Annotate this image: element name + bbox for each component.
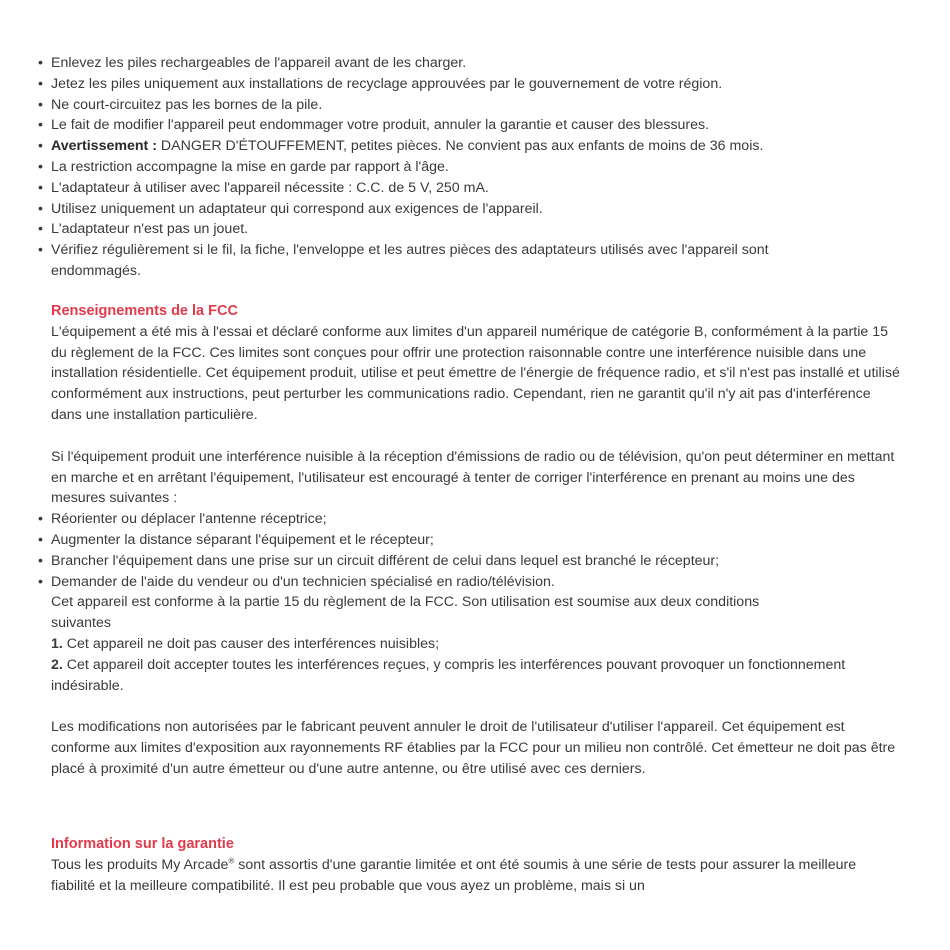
warranty-heading: Information sur la garantie (51, 836, 234, 852)
condition-text: Cet appareil doit accepter toutes les interférences reçues, y compris les interférences pouvant provoquer un fonctionnement indésirable. (51, 656, 846, 694)
list-item: • Jetez les piles uniquement aux installations de recyclage approuvées par le gouvernement de votre région. (35, 74, 915, 95)
list-item: • Augmenter la distance séparant l'équipement et le récepteur; (35, 530, 885, 551)
fcc-section (51, 301, 901, 780)
registered-mark: ® (228, 856, 235, 866)
warranty-section (51, 834, 901, 896)
fcc-heading: Renseignements de la FCC (51, 303, 238, 319)
list-item: • Utilisez uniquement un adaptateur qui correspond aux exigences de l'appareil. (35, 199, 915, 220)
fcc-condition-1 (51, 634, 901, 655)
fcc-paragraph-4: Les modifications non autorisées par le fabricant peuvent annuler le droit de l'utilisateur d'utiliser l'appareil. Cet équipement est conforme aux limites d'exposition aux rayonnements RF établies par la FCC pour un milieu non contrôlé. Cet émetteur ne doit pas être placé à proximité d'un autre émetteur ou d'une autre antenne, ou être utilisé avec ces derniers. (51, 719, 896, 777)
list-item: • Brancher l'équipement dans une prise sur un circuit différent de celui dans lequel est branché le récepteur; (35, 551, 885, 572)
list-item: • Le fait de modifier l'appareil peut endommager votre produit, annuler la garantie et causer des blessures. (35, 115, 915, 136)
fcc-paragraph-2: Si l'équipement produit une interférence nuisible à la réception d'émissions de radio ou de télévision, qu'on peut déterminer en mettant en marche et en arrêtant l'équipement, l'utilisateur est encouragé à tenter de corriger l'interférence en prenant au moins une des mesures suivantes : (51, 448, 895, 507)
warning-label: Avertissement : (51, 138, 157, 155)
list-item: • Demander de l'aide du vendeur ou d'un technicien spécialisé en radio/télévision. (35, 572, 885, 593)
warranty-text-b: sont assortis d'une garantie limitée et ont été soumis à une série de tests pour assurer la meilleure fiabilité et la meilleure compatibilité. Il est peu probable que vous ayez un problème, mais si un (51, 856, 857, 894)
safety-list (35, 53, 915, 282)
condition-number: 1. (51, 635, 63, 652)
list-item: • Réorienter ou déplacer l'antenne réceptrice; (35, 509, 885, 530)
warranty-paragraph (51, 855, 901, 897)
list-item: • Vérifiez régulièrement si le fil, la fiche, l'enveloppe et les autres pièces des adaptateurs utilisés avec l'appareil sont endommagés. (35, 240, 851, 282)
condition-text: Cet appareil ne doit pas causer des interférences nuisibles; (66, 635, 440, 652)
list-item: • Enlevez les piles rechargeables de l'appareil avant de les charger. (35, 53, 915, 74)
list-item: • L'adaptateur à utiliser avec l'appareil nécessite : C.C. de 5 V, 250 mA. (35, 178, 915, 199)
warning-item (35, 136, 915, 157)
condition-number: 2. (51, 656, 63, 673)
list-item: • La restriction accompagne la mise en garde par rapport à l'âge. (35, 157, 915, 178)
list-item: • Ne court-circuitez pas les bornes de la pile. (35, 95, 915, 116)
fcc-paragraph-1: L'équipement a été mis à l'essai et déclaré conforme aux limites d'un appareil numérique de catégorie B, conformément à la partie 15 du règlement de la FCC. Ces limites sont conçues pour offrir une protection raisonnable contre une interférence nuisible dans une installation résidentielle. Cet équipement produit, utilise et peut émettre de l'énergie de fréquence radio, et s'il n'est pas installé et utilisé conformément aux instructions, peut perturber les communications radio. Cependant, rien ne garantit qu'il n'y ait pas d'interférence dans une installation particulière. (51, 323, 900, 423)
fcc-paragraph-3: Cet appareil est conforme à la partie 15 du règlement de la FCC. Son utilisation est soumise aux deux conditions suivantes (51, 594, 760, 632)
fcc-measures (35, 509, 885, 592)
warranty-text-a: Tous les produits My Arcade (51, 856, 229, 873)
fcc-condition-2 (51, 655, 901, 697)
list-item: • L'adaptateur n'est pas un jouet. (35, 219, 915, 240)
warning-text: DANGER D'ÉTOUFFEMENT, petites pièces. Ne convient pas aux enfants de moins de 36 mois. (160, 138, 764, 155)
